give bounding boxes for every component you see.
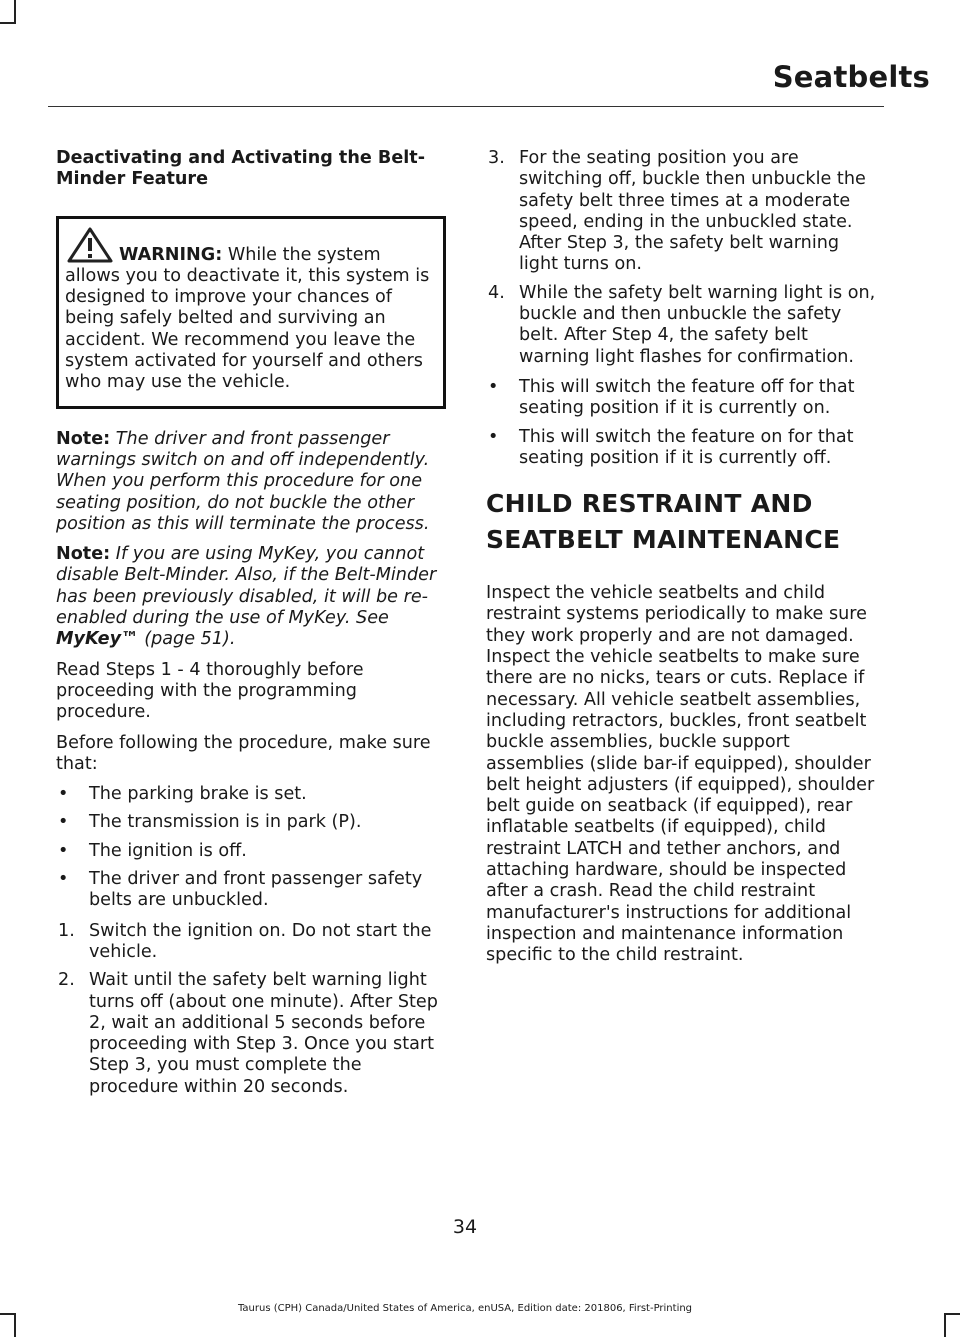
bullet-list (56, 784, 446, 911)
warning-label: WARNING: (119, 244, 223, 265)
bullet-marker: • (58, 812, 69, 833)
step-number: 1. (58, 920, 75, 941)
warning-triangle-icon (67, 227, 113, 263)
crop-mark (944, 1313, 960, 1315)
page-reference: (page 51). (138, 629, 236, 650)
header-divider (48, 106, 884, 107)
step-number: 4. (488, 282, 505, 303)
list-item (486, 377, 880, 420)
warning-box (56, 216, 446, 409)
bullet-marker: • (58, 784, 69, 805)
section-heading-line: SEATBELT MAINTENANCE (486, 525, 841, 555)
bullet-marker: • (488, 426, 499, 447)
step-text: For the seating position you are switching off, buckle then unbuckle the safety belt three times at a moderate speed, ending in the unbuckled state. After Step 3, the safety belt warning light turns on. (519, 148, 866, 275)
crop-mark (0, 22, 16, 24)
list-item-text: The driver and front passenger safety belts are unbuckled. (89, 869, 423, 911)
step-item (56, 921, 446, 964)
paragraph: Inspect the vehicle seatbelts and child restraint systems periodically to make sure they work properly and are not damaged. Inspect the vehicle seatbelts to make sure there are no nicks, tears or cuts. Replace if necessary. All vehicle seatbelt assemblies, including retractors, buckles, front seatbelt buckle assemblies, buckle support assemblies (slide bar-if equipped), shoulder belt height adjusters (if equipped), shoulder belt guide on seatback (if equipped), rear inflatable seatbelts (if equipped), child restraint LATCH and tether anchors, and attaching hardware, should be inspected after a crash. Read the child restraint manufacturer's instructions for additional inspection and maintenance information specific to the child restraint. (486, 583, 875, 966)
crop-mark (14, 0, 16, 24)
step-text: Wait until the safety belt warning light turns off (about one minute). After Step 2, wait an additional 5 seconds before proceeding with Step 3. Once you start Step 3, you must complete the procedure within 20 seconds. (89, 970, 438, 1097)
paragraph: Read Steps 1 - 4 thoroughly before proceeding with the programming procedure. (56, 659, 364, 723)
list-item (56, 812, 446, 833)
numbered-steps (486, 148, 880, 368)
right-column (486, 148, 880, 976)
step-text: Switch the ignition on. Do not start the vehicle. (89, 920, 432, 962)
step-item (486, 148, 880, 276)
warning-body: While the system allows you to deactivate it, this system is designed to improve your chances of being safely belted and surviving an accident. We recommend you leave the system activated for yourself and others who may use the vehicle. (65, 244, 430, 393)
list-item-text: The parking brake is set. (89, 784, 307, 805)
list-item (56, 869, 446, 912)
section-heading (486, 489, 880, 555)
step-number: 3. (488, 148, 505, 168)
note-label: Note: (56, 428, 111, 449)
paragraph: Before following the procedure, make sure that: (56, 732, 431, 774)
note (56, 544, 446, 650)
list-item-text: This will switch the feature off for that seating position if it is currently on. (519, 376, 855, 419)
page-title: Seatbelts (772, 60, 930, 94)
bullet-marker: • (58, 869, 69, 890)
mykey-link[interactable]: MyKey™ (56, 629, 139, 650)
section-heading-line: CHILD RESTRAINT AND (486, 489, 813, 519)
bullet-list (486, 377, 880, 469)
warning-text (65, 245, 437, 394)
page-number: 34 (452, 1216, 478, 1238)
note-text: If you are using MyKey, you cannot disable Belt-Minder. Also, if the Belt-Minder has been previously disabled, it will be re-enabled during the use of MyKey. See (56, 544, 437, 629)
list-item (56, 784, 446, 805)
list-item-text: The ignition is off. (89, 840, 247, 861)
step-number: 2. (58, 970, 75, 991)
section-subheading: Deactivating and Activating the Belt-Minder Feature (56, 148, 426, 190)
left-column (56, 148, 446, 1107)
numbered-steps (56, 921, 446, 1098)
step-item (56, 970, 446, 1098)
list-item-text: This will switch the feature on for that seating position if it is currently off. (519, 426, 854, 468)
note-text: The driver and front passenger warnings switch on and off independently. When you perform this procedure for one seating position, do not buckle the other position as this will terminate the process. (56, 428, 430, 534)
crop-mark (14, 1313, 16, 1337)
step-text: While the safety belt warning light is on, buckle and then unbuckle the safety belt. After Step 4, the safety belt warning light flashes for confirmation. (519, 282, 876, 367)
list-item (56, 841, 446, 862)
crop-mark (944, 1313, 946, 1337)
step-item (486, 283, 880, 368)
list-item (486, 427, 880, 470)
bullet-marker: • (488, 376, 499, 397)
list-item-text: The transmission is in park (P). (89, 812, 362, 833)
page-footer: Taurus (CPH) Canada/United States of America, enUSA, Edition date: 201806, First-Printing (237, 1303, 693, 1314)
bullet-marker: • (58, 840, 69, 861)
note-label: Note: (56, 544, 111, 565)
note (56, 429, 446, 535)
